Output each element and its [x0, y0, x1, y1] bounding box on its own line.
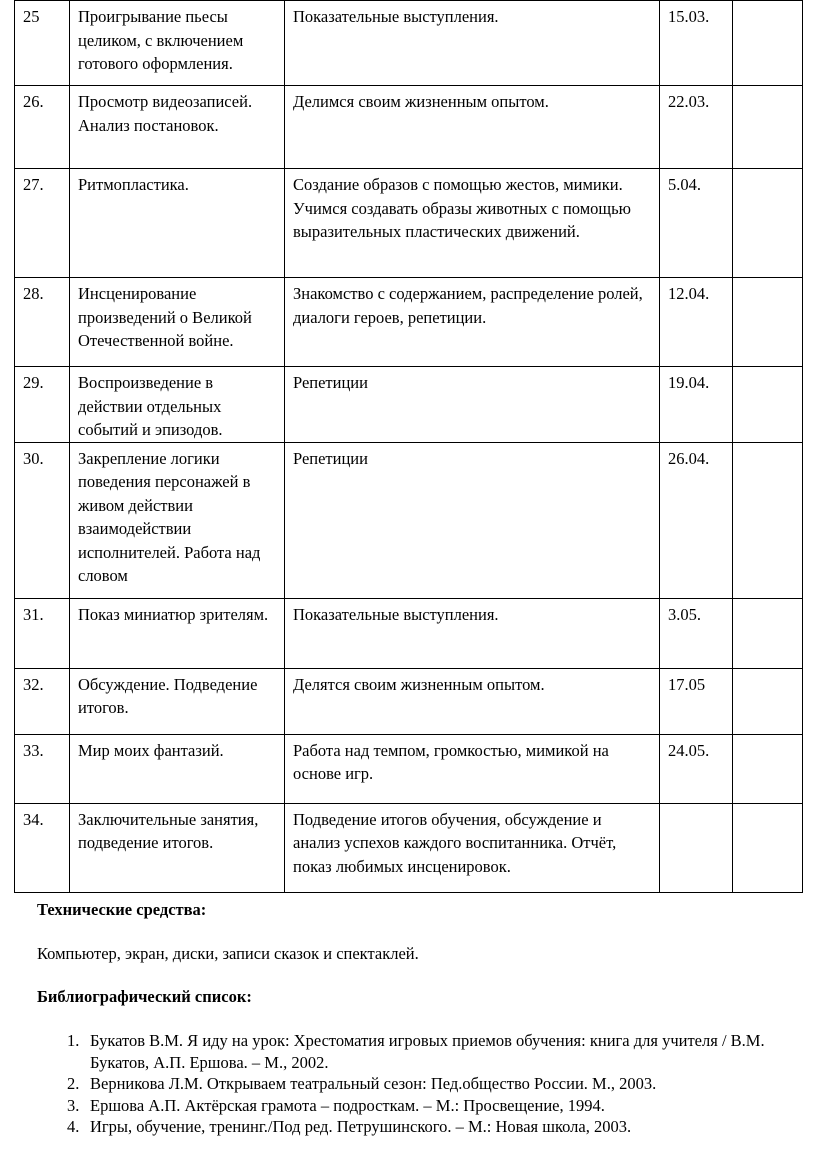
lesson-number: 28.: [15, 278, 70, 367]
lesson-date: 15.03.: [660, 1, 733, 86]
list-item-text: Верникова Л.М. Открываем театральный сезон: Пед.общество России. М., 2003.: [90, 1074, 657, 1093]
lesson-note: [733, 1, 803, 86]
lesson-date: 5.04.: [660, 169, 733, 278]
lesson-note: [733, 278, 803, 367]
lesson-topic: Воспроизведение в действии отдельных событий и эпизодов.: [70, 367, 285, 443]
table-row: [15, 278, 803, 367]
list-item-text: Ершова А.П. Актёрская грамота – подросткам. – М.: Просвещение, 1994.: [90, 1095, 605, 1115]
lesson-content: Работа над темпом, громкостью, мимикой на основе игр.: [285, 734, 660, 803]
tech-text: Компьютер, экран, диски, записи сказок и спектаклей.: [37, 944, 419, 963]
lesson-note: [733, 668, 803, 734]
table-row: [15, 1, 803, 86]
lesson-note: [733, 734, 803, 803]
lesson-topic: Ритмопластика.: [70, 169, 285, 278]
lesson-date: 22.03.: [660, 86, 733, 169]
lesson-note: [733, 86, 803, 169]
list-item: [37, 1030, 777, 1073]
lesson-topic: Обсуждение. Подведение итогов.: [70, 668, 285, 734]
lesson-number: 29.: [15, 367, 70, 443]
lesson-topic: Инсценирование произведений о Великой Отечественной войне.: [70, 278, 285, 367]
lesson-topic: Заключительные занятия, подведение итогов.: [70, 803, 285, 892]
list-marker: 3.: [67, 1095, 80, 1115]
lesson-content: Делятся своим жизненным опытом.: [285, 668, 660, 734]
lesson-number: 32.: [15, 668, 70, 734]
lesson-note: [733, 598, 803, 668]
list-item-text: Игры, обучение, тренинг./Под ред. Петрушинского. – М.: Новая школа, 2003.: [90, 1117, 632, 1136]
lesson-date: 26.04.: [660, 442, 733, 598]
table-row: [15, 598, 803, 668]
lesson-note: [733, 169, 803, 278]
list-item: [37, 1095, 777, 1117]
lesson-number: 31.: [15, 598, 70, 668]
tech-heading: Технические средства:: [37, 900, 207, 919]
lesson-topic: Проигрывание пьесы целиком, с включением готового оформления.: [70, 1, 285, 86]
lesson-note: [733, 442, 803, 598]
lesson-content: Показательные выступления.: [285, 1, 660, 86]
lesson-topic: Закрепление логики поведения персонажей в живом действии взаимодействии исполнителей. Работа над словом: [70, 442, 285, 598]
table-row: [15, 86, 803, 169]
table-row: [15, 668, 803, 734]
lesson-content: Репетиции: [285, 442, 660, 598]
list-marker: 4.: [67, 1117, 80, 1136]
lesson-note: [733, 803, 803, 892]
bibliography-list: [37, 1030, 777, 1138]
list-item: [37, 1116, 777, 1138]
bibliography-heading: Библиографический список:: [37, 987, 252, 1006]
lesson-number: 30.: [15, 442, 70, 598]
lesson-content: Знакомство с содержанием, распределение ролей, диалоги героев, репетиции.: [285, 278, 660, 367]
table-row: [15, 734, 803, 803]
lesson-note: [733, 367, 803, 443]
table-row: [15, 803, 803, 892]
lesson-date: 17.05: [660, 668, 733, 734]
lesson-date: 3.05.: [660, 598, 733, 668]
lesson-plan-table: [14, 0, 803, 893]
lesson-date: 24.05.: [660, 734, 733, 803]
lesson-date: [660, 803, 733, 892]
list-item: [37, 1073, 777, 1095]
lesson-date: 19.04.: [660, 367, 733, 443]
lesson-number: 33.: [15, 734, 70, 803]
lesson-number: 25: [15, 1, 70, 86]
lesson-content: Показательные выступления.: [285, 598, 660, 668]
lesson-topic: Просмотр видеозаписей. Анализ постановок.: [70, 86, 285, 169]
list-item-text: Букатов В.М. Я иду на урок: Хрестоматия игровых приемов обучения: книга для учителя / В.М. Букатов, А.П. Ершова. – М., 2002.: [90, 1031, 765, 1072]
table-row: [15, 169, 803, 278]
lesson-content: Подведение итогов обучения, обсуждение и анализ успехов каждого воспитанника. Отчёт, показ любимых инсценировок.: [285, 803, 660, 892]
lesson-number: 34.: [15, 803, 70, 892]
list-marker: 1.: [67, 1031, 80, 1050]
lesson-number: 27.: [15, 169, 70, 278]
lesson-number: 26.: [15, 86, 70, 169]
table-row: [15, 367, 803, 443]
lesson-content: Создание образов с помощью жестов, мимики. Учимся создавать образы животных с помощью выразительных пластических движений.: [285, 169, 660, 278]
lesson-topic: Мир моих фантазий.: [70, 734, 285, 803]
lesson-date: 12.04.: [660, 278, 733, 367]
list-marker: 2.: [67, 1074, 80, 1093]
table-row: [15, 442, 803, 598]
lesson-content: Репетиции: [285, 367, 660, 443]
lesson-content: Делимся своим жизненным опытом.: [285, 86, 660, 169]
lesson-topic: Показ миниатюр зрителям.: [70, 598, 285, 668]
